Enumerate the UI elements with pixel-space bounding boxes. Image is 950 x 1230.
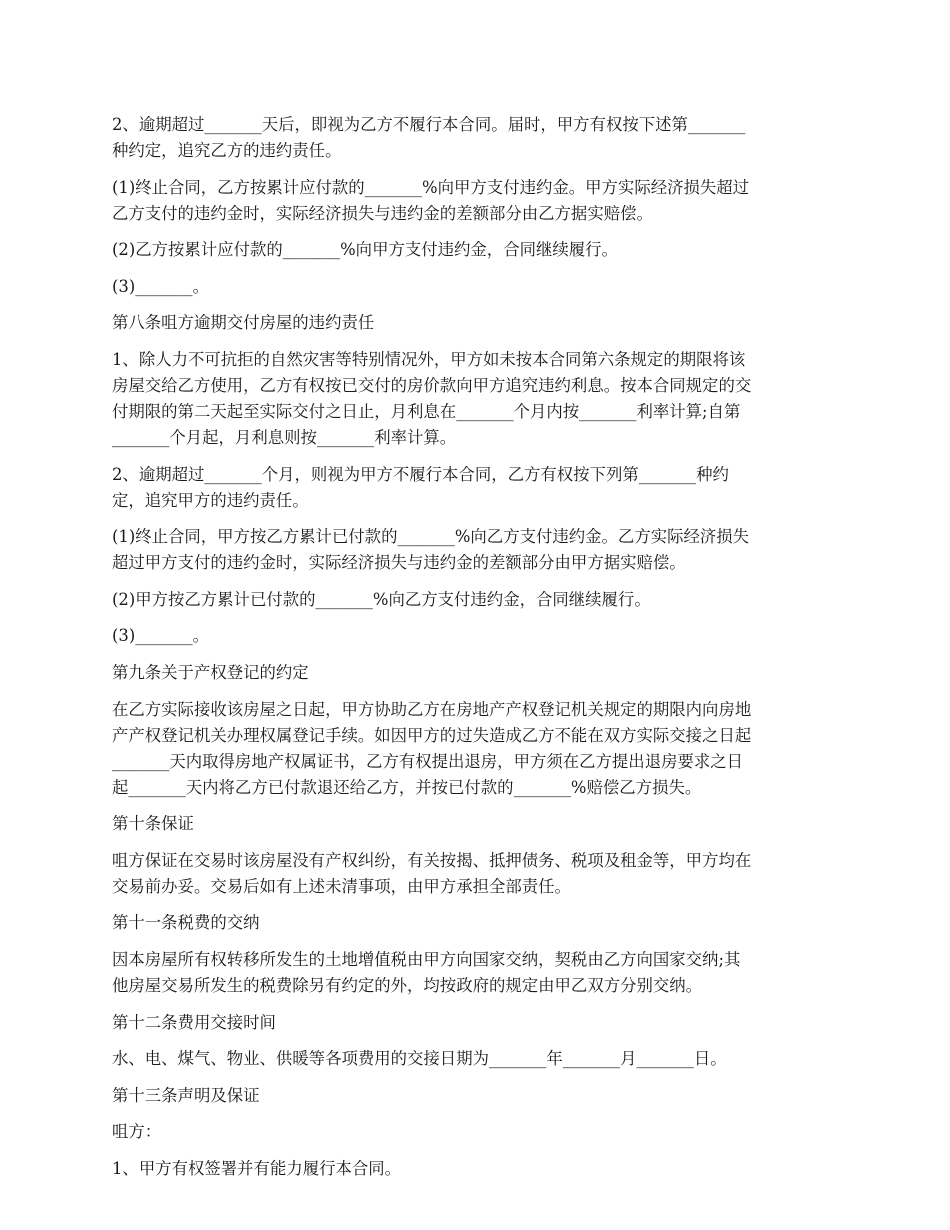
paragraph [112,697,842,801]
text-line: 交易前办妥。交易后如有上述未清事项，由甲方承担全部责任。 [112,876,571,896]
text-line: 乙方支付的违约金时，实际经济损失与违约金的差额部分由乙方据实赔偿。 [112,203,653,223]
paragraph [112,347,842,451]
text-line: (3)_______。 [112,276,209,296]
text-line: 付期限的第二天起至实际交付之日止，月利息在_______个月内按_______利率计算;自第 [112,401,741,421]
paragraph [112,1083,842,1109]
text-line: 种约定，追究乙方的违约责任。 [112,141,342,160]
paragraph [112,811,842,837]
text-line: 第十二条费用交接时间 [112,1012,276,1032]
text-line: (2)乙方按累计应付款的_______%向甲方支付违约金，合同继续履行。 [112,240,618,260]
text-line: 第十三条声明及保证 [112,1085,260,1105]
text-line: 1、除人力不可抗拒的自然灾害等特别情况外，甲方如未按本合同第六条规定的期限将该 [112,349,746,369]
text-line: 第十条保证 [112,814,194,834]
paragraph [112,848,842,900]
text-line: 产产权登记机关办理权属登记手续。如因甲方的过失造成乙方不能在双方实际交接之日起 [112,725,752,745]
paragraph [112,910,842,936]
text-line: 定，追究甲方的违约责任。 [112,490,309,510]
paragraph [112,1010,842,1036]
paragraph [112,310,842,336]
text-line: 咀方保证在交易时该房屋没有产权纠纷，有关按揭、抵押债务、税项及租金等，甲方均在 [112,850,752,870]
text-line: (1)终止合同，乙方按累计应付款的_______%向甲方支付违约金。甲方实际经济损失超过 [112,177,750,197]
paragraph [112,274,842,300]
text-line: 1、甲方有权签署并有能力履行本合同。 [112,1158,402,1178]
paragraph [112,587,842,613]
text-line: _______个月起，月利息则按_______利率计算。 [112,427,457,447]
paragraph [112,947,842,999]
text-line: 起_______天内将乙方已付款退还给乙方，并按已付款的_______%赔偿乙方损失。 [112,777,702,797]
text-line: 2、逾期超过_______个月，则视为甲方不履行本合同，乙方有权按下列第_______种约 [112,464,729,484]
text-line: 2、逾期超过_______天后，即视为乙方不履行本合同。届时，甲方有权按下述第_______ [112,115,746,134]
text-line: 水、电、煤气、物业、供暖等各项费用的交接日期为_______年_______月_______日。 [112,1049,727,1069]
text-line: 咀方： [112,1122,162,1142]
text-line: (3)_______。 [112,626,209,646]
text-line: (2)甲方按乙方累计已付款的_______%向乙方支付违约金，合同继续履行。 [112,589,651,609]
paragraph [112,623,842,649]
text-line: 在乙方实际接收该房屋之日起，甲方协助乙方在房地产产权登记机关规定的期限内向房地 [112,699,752,719]
paragraph [112,660,842,686]
paragraph [112,175,842,227]
text-line: 因本房屋所有权转移所发生的土地增值税由甲方向国家交纳，契税由乙方向国家交纳;其 [112,949,741,969]
paragraph [112,1046,842,1072]
paragraph [112,112,842,164]
document-body [112,112,842,1182]
text-line: 他房屋交易所发生的税费除另有约定的外，均按政府的规定由甲乙双方分别交纳。 [112,975,703,995]
text-line: 超过甲方支付的违约金时，实际经济损失与违约金的差额部分由甲方据实赔偿。 [112,553,686,573]
document-page [112,112,842,1192]
text-line: 第九条关于产权登记的约定 [112,662,309,682]
text-line: 第十一条税费的交纳 [112,913,260,933]
paragraph [112,462,842,514]
paragraph [112,1119,842,1145]
paragraph [112,524,842,576]
paragraph [112,237,842,263]
text-line: 第八条咀方逾期交付房屋的违约责任 [112,313,375,333]
text-line: (1)终止合同，甲方按乙方累计已付款的_______%向乙方支付违约金。乙方实际经济损失 [112,527,750,547]
text-line: 房屋交给乙方使用，乙方有权按已交付的房价款向甲方追究违约利息。按本合同规定的交 [112,375,752,395]
paragraph [112,1156,842,1182]
text-line: _______天内取得房地产权属证书，乙方有权提出退房，甲方须在乙方提出退房要求之日 [112,751,744,771]
